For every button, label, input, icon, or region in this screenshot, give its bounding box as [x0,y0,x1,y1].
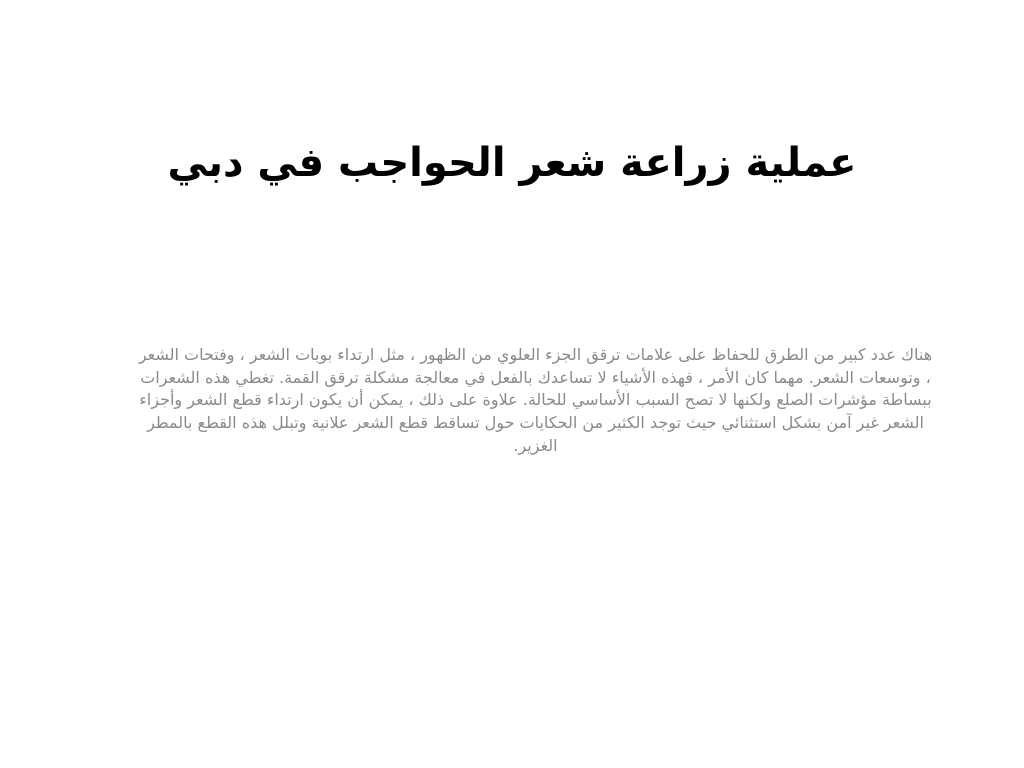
slide-body-text: هناك عدد كبير من الطرق للحفاظ على علامات ترقق الجزء العلوي من الظهور ، مثل ارتداء بوبات الشعر ، وفتحات الشعر ، وتوسعات الشعر. مهما كان الأمر ، فهذه الأشياء لا تساعدك بالفعل في معالجة مشكلة ترقق القمة. تغطي هذه الشعرات ببساطة مؤشرات الصلع ولكنها لا تصح السبب الأساسي للحالة. علاوة على ذلك ، يمكن أن يكون ارتداء قطع الشعر وأجزاء الشعر غير آمن بشكل استثنائي حيث توجد الكثير من الحكايات حول تساقط قطع الشعر علانية وتبلل هذه القطع بالمطر الغزير. [138,345,933,455]
slide-title: عملية زراعة شعر الحواجب في دبي [167,140,857,186]
